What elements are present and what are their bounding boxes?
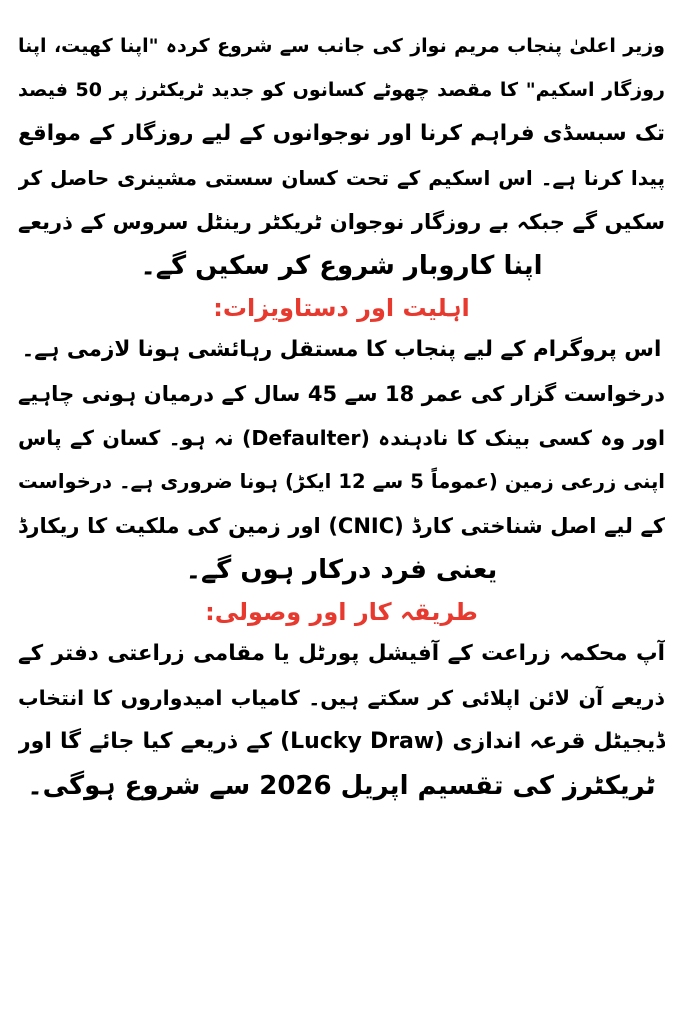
procedure-line: ذریعے آن لائن اپلائی کر سکتے ہیں۔ کامیاب امیدواروں کا انتخاب xyxy=(18,686,665,710)
procedure-paragraph xyxy=(18,632,665,808)
eligibility-line: کے لیے اصل شناختی کارڈ (CNIC) اور زمین کی ملکیت کا ریکارڈ xyxy=(18,514,665,538)
procedure-heading: طریقہ کار اور وصولی: xyxy=(205,598,478,626)
intro-line: روزگار اسکیم" کا مقصد چھوٹے کسانوں کو جدید ٹریکٹرز پر 50 فیصد xyxy=(18,79,665,101)
eligibility-heading: اہلیت اور دستاویزات: xyxy=(213,294,470,322)
intro-line: پیدا کرنا ہے۔ اس اسکیم کے تحت کسان سستی مشینری حاصل کر xyxy=(18,166,665,190)
eligibility-line: اس پروگرام کے لیے پنجاب کا مستقل رہائشی ہونا لازمی ہے۔ xyxy=(21,337,662,362)
eligibility-line: اور وہ کسی بینک کا نادہندہ (Defaulter) نہ ہو۔ کسان کے پاس xyxy=(18,426,665,450)
intro-line: اپنا کاروبار شروع کر سکیں گے۔ xyxy=(140,251,543,281)
intro-paragraph xyxy=(18,24,665,288)
eligibility-line: اپنی زرعی زمین (عموماً 5 سے 12 ایکڑ) ہونا ضروری ہے۔ درخواست xyxy=(18,470,665,493)
intro-line: سکیں گے جبکہ بے روزگار نوجوان ٹریکٹر رینٹل سروس کے ذریعے xyxy=(18,210,665,234)
intro-line: تک سبسڈی فراہم کرنا اور نوجوانوں کے لیے روزگار کے مواقع xyxy=(18,121,665,146)
procedure-line: آپ محکمہ زراعت کے آفیشل پورٹل یا مقامی زراعتی دفتر کے xyxy=(18,641,665,666)
eligibility-line: یعنی فرد درکار ہوں گے۔ xyxy=(185,555,498,585)
intro-line: وزیر اعلیٰ پنجاب مریم نواز کی جانب سے شروع کردہ "اپنا کھیت، اپنا xyxy=(18,35,665,57)
eligibility-paragraph xyxy=(18,328,665,592)
procedure-line: ڈیجیٹل قرعہ اندازی (Lucky Draw) کے ذریعے کیا جائے گا اور xyxy=(18,729,665,754)
document-body xyxy=(18,24,665,808)
procedure-line: ٹریکٹرز کی تقسیم اپریل 2026 سے شروع ہوگی۔ xyxy=(27,771,656,801)
eligibility-line: درخواست گزار کی عمر 18 سے 45 سال کے درمیان ہونی چاہیے xyxy=(18,382,665,406)
